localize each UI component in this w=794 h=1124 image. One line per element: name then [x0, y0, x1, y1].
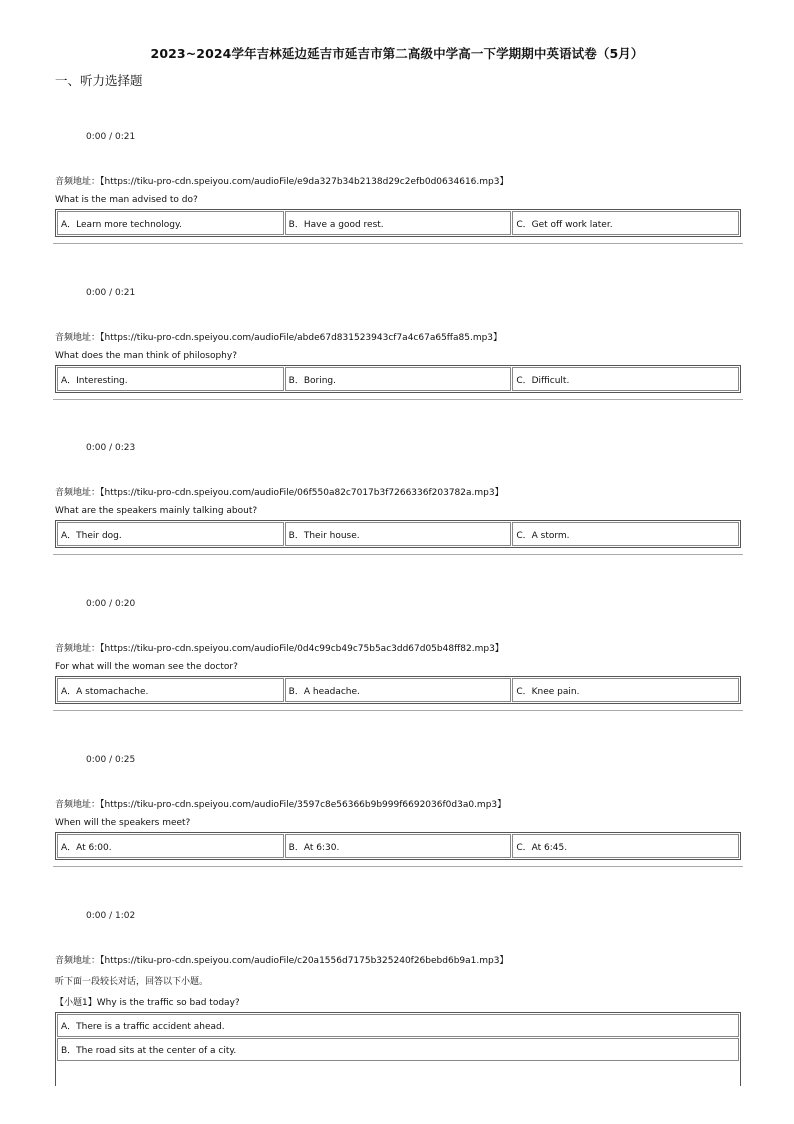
options-table — [55, 1012, 741, 1086]
section-heading: 一、听力选择题 — [55, 73, 143, 88]
options-table — [55, 676, 741, 704]
option-a[interactable]: A．Learn more technology. — [57, 211, 284, 235]
option-b[interactable]: B．Have a good rest. — [285, 211, 512, 235]
option-b[interactable]: B．A headache. — [285, 678, 512, 702]
option-a[interactable]: A．There is a traffic accident ahead. — [57, 1014, 739, 1037]
audio-address: 音频地址：【https://tiku-pro-cdn.speiyou.com/audioFile/3597c8e56366b9b999f6692036f0d3a0.mp3】 — [55, 800, 507, 810]
divider — [53, 399, 743, 400]
divider — [53, 710, 743, 711]
option-a[interactable]: A．Their dog. — [57, 522, 284, 546]
audio-time[interactable]: 0:00 / 0:21 — [86, 132, 136, 142]
instruction-text: 听下面一段较长对话，回答以下小题。 — [55, 977, 209, 987]
option-b[interactable]: B．Their house. — [285, 522, 512, 546]
option-a[interactable]: A．At 6:00. — [57, 834, 284, 858]
divider — [53, 866, 743, 867]
option-c[interactable]: C．Knee pain. — [512, 678, 739, 702]
options-table — [55, 832, 741, 860]
page-title: 2023~2024学年吉林延边延吉市延吉市第二高级中学高一下学期期中英语试卷（5月） — [150, 46, 644, 61]
option-b[interactable]: B．The road sits at the center of a city. — [57, 1038, 739, 1061]
audio-address: 音频地址：【https://tiku-pro-cdn.speiyou.com/audioFile/e9da327b34b2138d29c2efb0d0634616.mp3】 — [55, 177, 509, 187]
option-c[interactable]: C．At 6:45. — [512, 834, 739, 858]
option-a[interactable]: A．A stomachache. — [57, 678, 284, 702]
question-stem: What are the speakers mainly talking about? — [55, 506, 258, 516]
question-stem: What is the man advised to do? — [55, 195, 198, 205]
audio-address: 音频地址：【https://tiku-pro-cdn.speiyou.com/audioFile/0d4c99cb49c75b5ac3dd67d05b48ff82.mp3】 — [55, 644, 504, 654]
options-table — [55, 365, 741, 393]
options-table — [55, 209, 741, 237]
question-stem: When will the speakers meet? — [55, 818, 191, 828]
question-stem: For what will the woman see the doctor? — [55, 662, 238, 672]
question-stem: What does the man think of philosophy? — [55, 351, 237, 361]
option-b[interactable]: B．At 6:30. — [285, 834, 512, 858]
audio-time[interactable]: 0:00 / 0:21 — [86, 288, 136, 298]
sub-question-stem: 【小题1】Why is the traffic so bad today? — [55, 998, 240, 1008]
divider — [53, 243, 743, 244]
option-a[interactable]: A．Interesting. — [57, 367, 284, 391]
audio-time[interactable]: 0:00 / 0:20 — [86, 599, 136, 609]
audio-address: 音频地址：【https://tiku-pro-cdn.speiyou.com/audioFile/abde67d831523943cf7a4c67a65ffa85.mp3】 — [55, 333, 503, 343]
audio-address: 音频地址：【https://tiku-pro-cdn.speiyou.com/audioFile/c20a1556d7175b325240f26bebd6b9a1.mp3】 — [55, 956, 509, 966]
option-c[interactable]: C．Difficult. — [512, 367, 739, 391]
audio-time[interactable]: 0:00 / 0:25 — [86, 755, 136, 765]
audio-time[interactable]: 0:00 / 1:02 — [86, 911, 136, 921]
option-b[interactable]: B．Boring. — [285, 367, 512, 391]
audio-address: 音频地址：【https://tiku-pro-cdn.speiyou.com/audioFile/06f550a82c7017b3f7266336f203782a.mp3】 — [55, 488, 504, 498]
options-table — [55, 520, 741, 548]
option-c[interactable]: C．Get off work later. — [512, 211, 739, 235]
divider — [53, 554, 743, 555]
audio-time[interactable]: 0:00 / 0:23 — [86, 443, 136, 453]
option-c[interactable]: C．A storm. — [512, 522, 739, 546]
